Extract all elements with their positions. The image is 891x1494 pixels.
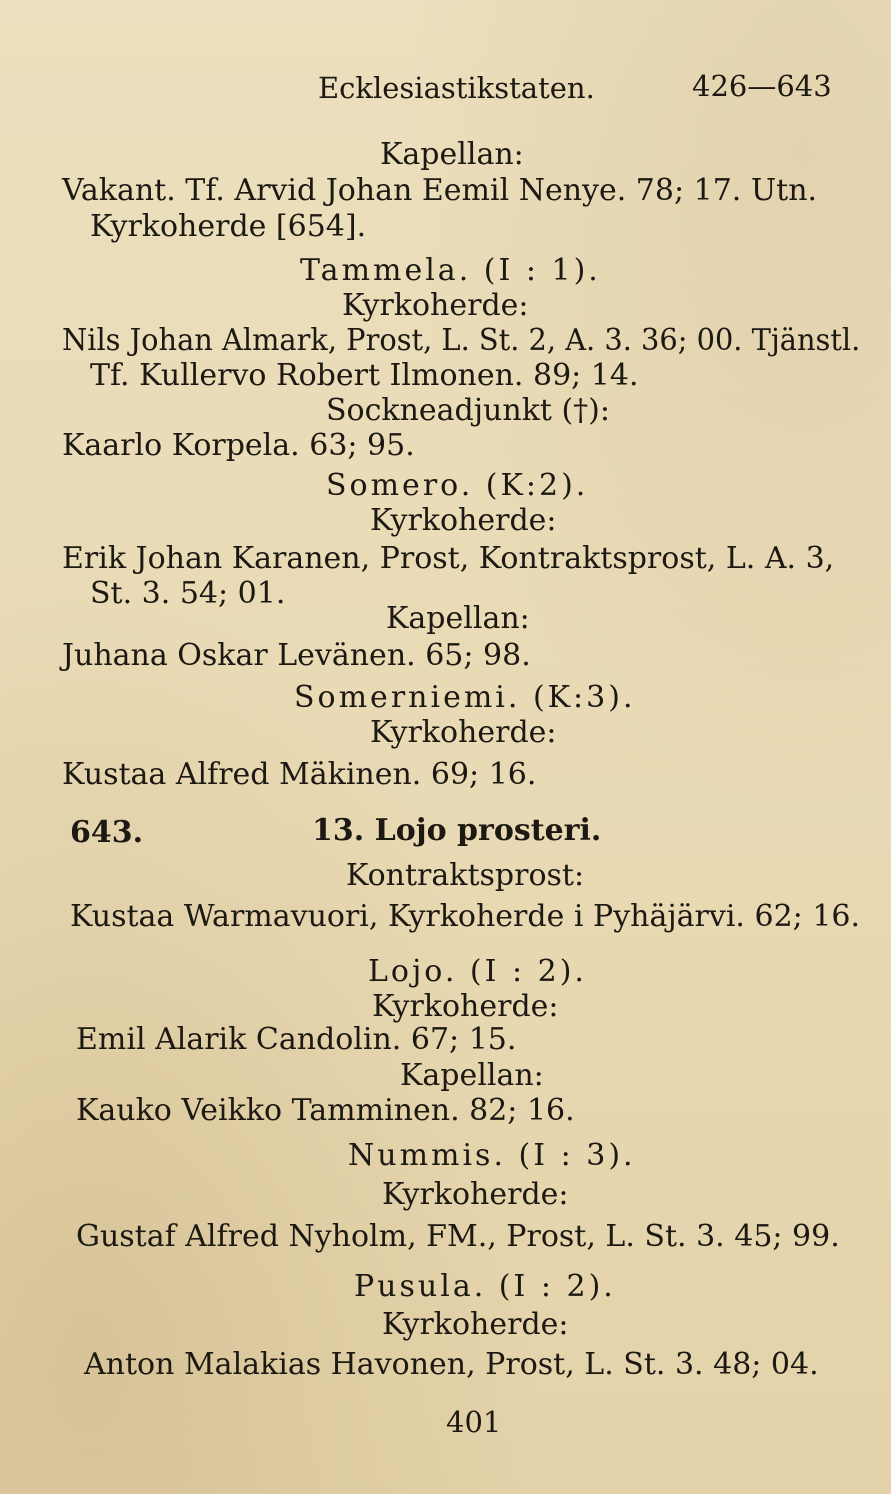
parish-heading-somero: Somero. (K:2). (326, 468, 589, 503)
running-header-title: Ecklesiastikstaten. (318, 71, 595, 105)
entry-tamminen: Kauko Veikko Tamminen. 82; 16. (76, 1093, 575, 1128)
role-heading-kyrkoherde: Kyrkoherde: (382, 1307, 569, 1342)
parish-heading-pusula: Pusula. (I : 2). (354, 1269, 616, 1304)
running-header-range: 426—643 (692, 69, 832, 103)
role-heading-kyrkoherde: Kyrkoherde: (370, 715, 557, 750)
role-heading-kapellan: Kapellan: (400, 1058, 544, 1093)
entry-havonen: Anton Malakias Havonen, Prost, L. St. 3. 48; 04. (84, 1347, 819, 1382)
entry-korpela: Kaarlo Korpela. 63; 95. (62, 428, 415, 463)
page-number: 401 (446, 1405, 502, 1439)
section-title: 13. Lojo prosteri. (312, 813, 602, 848)
entry-levanen: Juhana Oskar Levänen. 65; 98. (62, 638, 531, 673)
entry-makinen: Kustaa Alfred Mäkinen. 69; 16. (62, 757, 537, 792)
role-heading-kapellan: Kapellan: (380, 137, 524, 172)
entry-continuation: St. 3. 54; 01. (90, 576, 286, 611)
entry-warmavuori: Kustaa Warmavuori, Kyrkoherde i Pyhäjärvi. 62; 16. (70, 899, 861, 934)
role-heading-kyrkoherde: Kyrkoherde: (382, 1177, 569, 1212)
role-heading-kyrkoherde: Kyrkoherde: (370, 503, 557, 538)
role-heading-kyrkoherde: Kyrkoherde: (342, 288, 529, 323)
entry-candolin: Emil Alarik Candolin. 67; 15. (76, 1022, 517, 1057)
entry-ilmonen: Tf. Kullervo Robert Ilmonen. 89; 14. (90, 358, 639, 393)
parish-heading-somerniemi: Somerniemi. (K:3). (294, 680, 636, 715)
entry-continuation: Kyrkoherde [654]. (90, 209, 367, 244)
entry-nyholm: Gustaf Alfred Nyholm, FM., Prost, L. St. 3. 45; 99. (76, 1219, 840, 1254)
parish-heading-nummis: Nummis. (I : 3). (348, 1138, 636, 1173)
parish-heading-tammela: Tammela. (I : 1). (300, 253, 601, 288)
entry-almark: Nils Johan Almark, Prost, L. St. 2, A. 3. 36; 00. Tjänstl. (62, 323, 861, 358)
role-heading-kapellan: Kapellan: (386, 601, 530, 636)
role-heading-sockneadjunkt: Sockneadjunkt (†): (326, 393, 610, 428)
section-number: 643. (70, 815, 144, 850)
role-heading-kontraktsprost: Kontraktsprost: (346, 858, 585, 893)
role-heading-kyrkoherde: Kyrkoherde: (372, 989, 559, 1024)
parish-heading-lojo: Lojo. (I : 2). (368, 954, 587, 989)
entry-vakant: Vakant. Tf. Arvid Johan Eemil Nenye. 78; 17. Utn. (62, 173, 818, 208)
entry-karanen: Erik Johan Karanen, Prost, Kontraktsprost, L. A. 3, (62, 541, 835, 576)
